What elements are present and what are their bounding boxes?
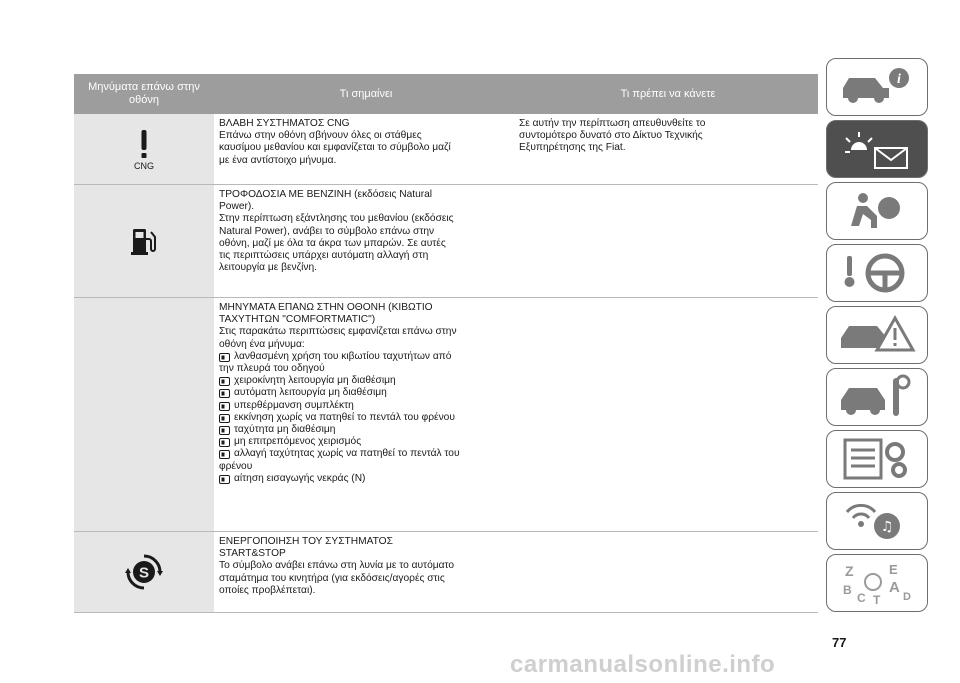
text-line: START&STOP [219,548,286,560]
action-cell [514,114,814,184]
index-letter: A [889,579,900,596]
text-line: εκκίνηση χωρίς να πατηθεί το πεντάλ του φρένου [234,411,455,423]
page-number: 77 [832,635,847,650]
tab-warning-lights[interactable] [826,120,928,178]
cng-label: CNG [134,161,154,171]
text-line: λανθασμένη χρήση του κιβωτίου ταχυτήτων από [234,350,452,362]
gearbox-icon [219,414,230,423]
list-item [219,412,509,424]
index-letter: T [873,593,881,606]
tab-emergency[interactable] [826,306,928,364]
text-line: οποίες προβλέπεται). [219,584,316,596]
icon-cell-empty [74,298,214,531]
header-meaning: Τι σημαίνει [339,87,393,100]
svg-text:i: i [897,72,901,87]
text-line: χειροκίνητη λειτουργία μη διαθέσιμη [234,375,396,387]
text-line: Στις παρακάτω περιπτώσεις εμφανίζεται επάνω στην [219,326,457,338]
header-messages: Μηνύματα επάνω στην οθόνη [88,81,200,106]
text-line: καυσίμου μεθανίου και εμφανίζεται το σύμβολο μαζί [219,142,451,154]
text-line: Το σύμβολο ανάβει επάνω στη λυνία με το αυτόματο [219,560,455,572]
text-line: αλλαγή ταχύτητας χωρίς να πατηθεί το πεντάλ του [234,448,460,460]
gearbox-icon [219,450,230,459]
text-line: ταχύτητα μη διαθέσιμη [234,424,336,436]
table-row [74,114,818,185]
gearbox-icon [219,389,230,398]
fuel-pump-icon [74,185,214,297]
car-info-icon [837,64,917,110]
text-line: αίτηση εισαγωγής νεκράς (N) [234,472,366,484]
text-line: Natural Power), ανάβει το σύμβολο επάνω στην [219,225,435,237]
footer-watermark: carmanualsonline.info [510,651,776,678]
meaning-cell [214,185,514,297]
svg-text:S: S [138,564,150,582]
text-line: τις περιπτώσεις υπάρχει αυτόματη αλλαγή στη [219,250,429,262]
meaning-cell [214,114,514,184]
text-line: ΒΛΑΒΗ ΣΥΣΤΗΜΑΤΟΣ CNG [219,118,350,129]
index-icon [837,560,917,606]
list-item [219,448,509,460]
safety-icon [837,188,917,234]
text-line: Power). [219,201,255,213]
tab-safety[interactable] [826,182,928,240]
gearbox-icon [219,426,230,435]
table-row [74,185,818,298]
header-action: Τι πρέπει να κάνετε [620,87,716,100]
text-line: Στην περίπτωση εξάντλησης του μεθανίου (εκδόσεις [219,213,454,225]
table-row [74,298,818,532]
table-header [74,74,818,114]
list-item [219,473,509,485]
list-item [219,400,509,412]
gearbox-icon [219,475,230,484]
text-line: οθόνη ένα μήνυμα: [219,338,305,350]
list-item [219,375,509,387]
messages-table [74,74,818,613]
text-line: μη επιτρεπόμενος χειρισμός [234,436,362,448]
meaning-cell [214,298,514,531]
action-cell [514,185,814,297]
gearbox-icon [219,377,230,386]
text-line: σταμάτημα του κινητήρα (για εκδόσεις/αγορές στις [219,572,445,584]
tab-steering[interactable] [826,244,928,302]
index-letter: B [843,583,852,597]
technical-data-icon [837,436,917,482]
text-line: φρένου [219,460,253,472]
index-letter: E [889,562,898,577]
steering-wheel-icon [837,250,917,296]
multimedia-icon [837,498,917,544]
text-line: Επάνω στην οθόνη σβήνουν όλες οι στάθμες [219,130,422,142]
svg-text:♫: ♫ [880,519,894,535]
index-letter: D [903,591,911,603]
meaning-cell [214,532,514,612]
text-line: ΕΝΕΡΓΟΠΟΙΗΣΗ ΤΟΥ ΣΥΣΤΗΜΑΤΟΣ [219,536,393,547]
text-line: ΜΗΝΥΜΑΤΑ ΕΠΑΝΩ ΣΤΗΝ ΟΘΟΝΗ (ΚΙΒΩΤΙΟ [219,302,433,313]
tab-technical-data[interactable] [826,430,928,488]
text-line: Εξυπηρέτησης της Fiat. [519,142,626,154]
list-item [219,436,509,448]
action-cell [514,298,814,531]
gearbox-icon [219,353,230,362]
text-line: ΤΡΟΦΟΔΟΣΙΑ ΜΕ ΒΕΝΖΙΝΗ (εκδόσεις Natural [219,189,433,200]
maintenance-icon [837,374,917,420]
cng-warning-icon [74,114,214,184]
text-line: με ένα αντίστοιχο μήνυμα. [219,154,337,166]
table-row [74,532,818,613]
gearbox-icon [219,438,230,447]
tab-index[interactable] [826,554,928,612]
tab-maintenance[interactable] [826,368,928,426]
tab-multimedia[interactable] [826,492,928,550]
text-line: λειτουργία με βενζίνη. [219,262,317,274]
text-line: Σε αυτήν την περίπτωση απευθυνθείτε το [519,118,706,129]
emergency-icon [837,312,917,358]
list-item [219,387,509,399]
tab-car-info[interactable] [826,58,928,116]
list-item [219,351,509,363]
text-line: αυτόματη λειτουργία μη διαθέσιμη [234,387,387,399]
text-line: συντομότερο δυνατό στο Δίκτυο Τεχνικής [519,130,703,142]
warning-lights-icon [837,126,917,172]
text-line: υπερθέρμανση συμπλέκτη [234,399,354,411]
index-letter: Z [845,563,854,579]
index-letter: C [857,591,866,605]
start-stop-icon [74,532,214,612]
action-cell [514,532,814,612]
text-line: την πλευρά του οδηγού [219,363,325,375]
list-item [219,424,509,436]
text-line: οθόνη, μαζί με όλα τα άκρα των μπαρών. Σε αυτές [219,237,446,249]
gearbox-icon [219,402,230,411]
text-line: ΤΑΧΥΤΗΤΩΝ "COMFORTMATIC") [219,314,376,326]
